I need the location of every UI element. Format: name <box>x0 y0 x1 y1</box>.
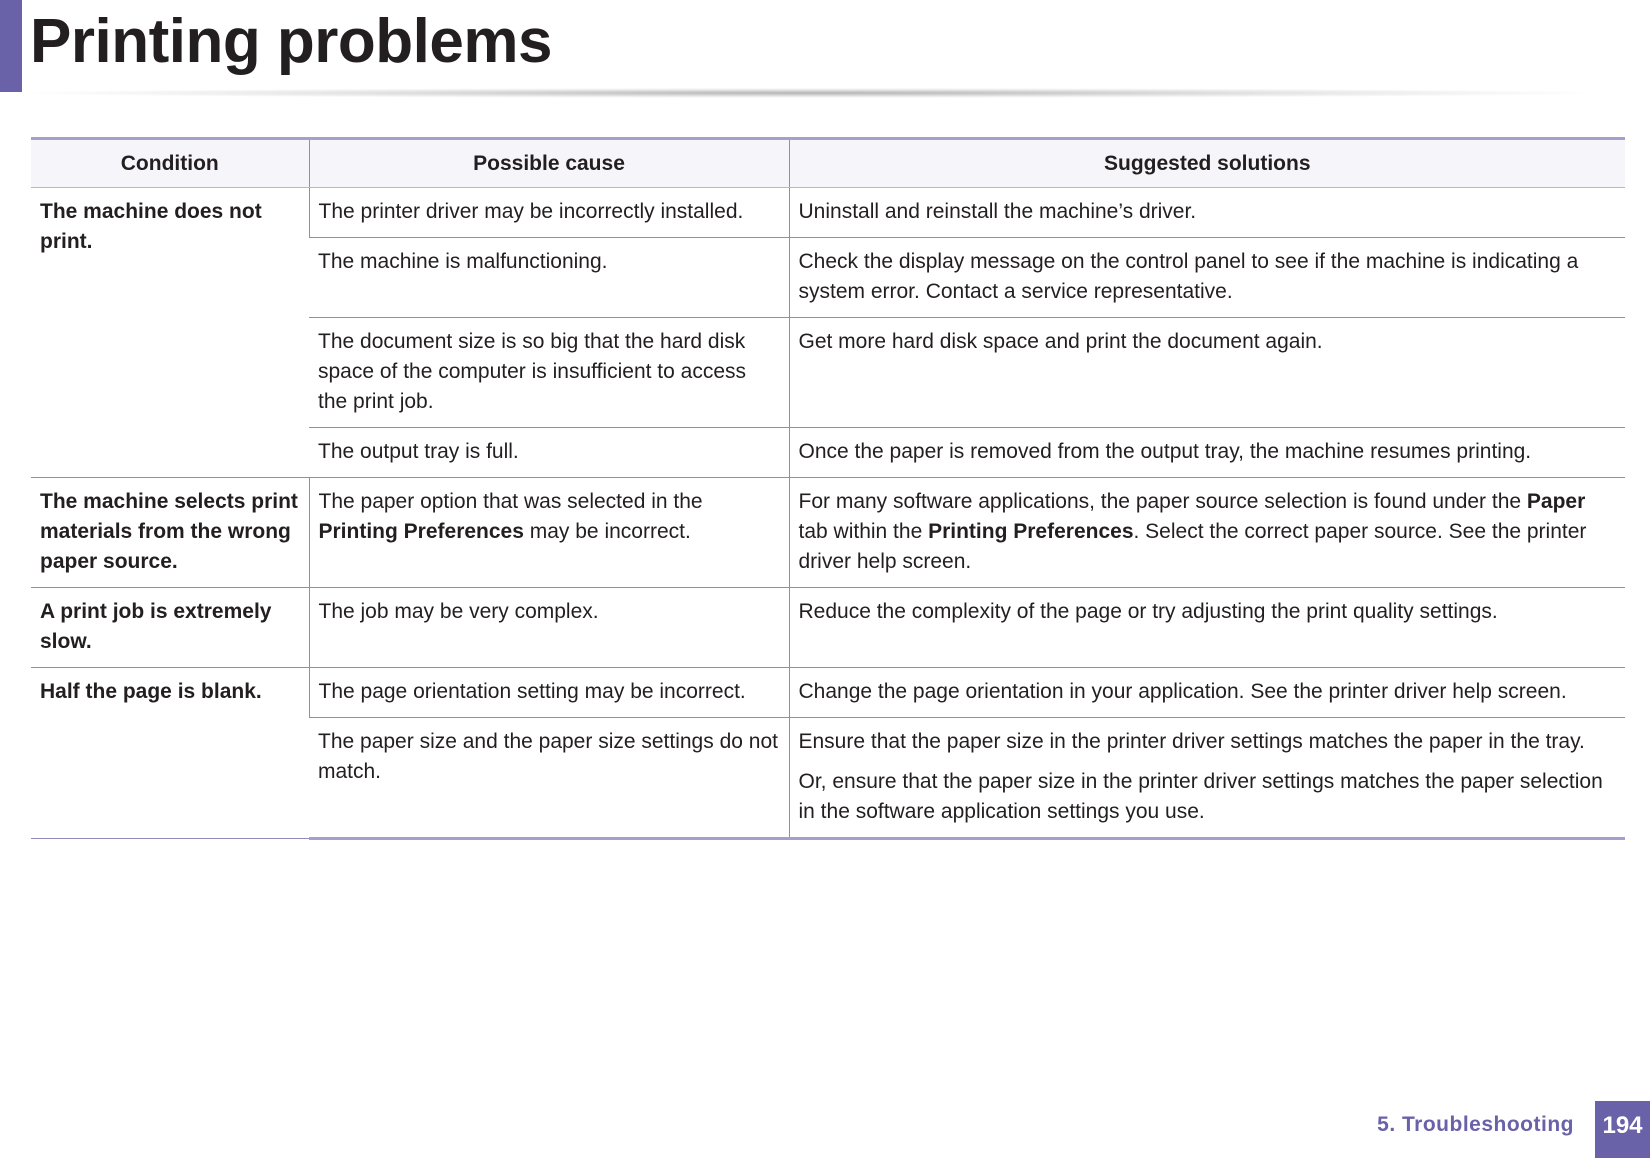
chapter-label: 5. Troubleshooting <box>1377 1113 1574 1136</box>
cause-cell: The job may be very complex. <box>309 588 789 668</box>
solution-paragraph: Ensure that the paper size in the printer driver settings matches the paper in the tray. <box>798 730 1585 753</box>
title-accent-bar <box>0 0 22 92</box>
solution-paragraph: Or, ensure that the paper size in the printer driver settings matches the paper selection in the software application settings you use. <box>798 770 1603 823</box>
cause-cell: The document size is so big that the hard disk space of the computer is insufficient to access the print job. <box>309 318 789 428</box>
cause-cell: The paper size and the paper size settings do not match. <box>309 718 789 839</box>
solution-cell: Check the display message on the control panel to see if the machine is indicating a system error. Contact a service representative. <box>789 238 1625 318</box>
page-number: 194 <box>1595 1101 1650 1158</box>
header-suggested-solutions: Suggested solutions <box>789 139 1625 188</box>
solution-cell: Once the paper is removed from the output tray, the machine resumes printing. <box>789 428 1625 478</box>
condition-cell: A print job is extremely slow. <box>31 588 309 668</box>
cause-text: may be incorrect. <box>523 520 691 543</box>
condition-cell: The machine does not print. <box>31 188 309 478</box>
solution-text: . Select the correct paper source. See the printer driver help screen. <box>798 520 1587 573</box>
cause-cell: The page orientation setting may be incorrect. <box>309 668 789 718</box>
table-row <box>31 668 1625 718</box>
condition-cell: Half the page is blank. <box>31 668 309 839</box>
printing-preferences-label: Printing Preferences <box>318 520 524 543</box>
cause-cell <box>309 478 789 588</box>
header-condition: Condition <box>31 139 309 188</box>
solution-cell <box>789 478 1625 588</box>
header-possible-cause: Possible cause <box>309 139 789 188</box>
paper-tab-label: Paper <box>1526 490 1586 513</box>
printing-preferences-label: Printing Preferences <box>928 520 1134 543</box>
solution-text: For many software applications, the paper source selection is found under the <box>798 490 1527 513</box>
table-row <box>31 188 1625 238</box>
solution-text: tab within the <box>798 520 929 543</box>
table-row <box>31 478 1625 588</box>
condition-cell: The machine selects print materials from the wrong paper source. <box>31 478 309 588</box>
title-underline <box>30 88 1590 98</box>
table-header-row <box>31 139 1625 188</box>
solution-cell: Uninstall and reinstall the machine’s driver. <box>789 188 1625 238</box>
cause-cell: The machine is malfunctioning. <box>309 238 789 318</box>
cause-text: The paper option that was selected in the <box>318 490 703 513</box>
cause-cell: The printer driver may be incorrectly installed. <box>309 188 789 238</box>
solution-cell: Change the page orientation in your application. See the printer driver help screen. <box>789 668 1625 718</box>
table-row <box>31 588 1625 668</box>
solution-cell: Get more hard disk space and print the document again. <box>789 318 1625 428</box>
solution-cell: Reduce the complexity of the page or try adjusting the print quality settings. <box>789 588 1625 668</box>
cause-cell: The output tray is full. <box>309 428 789 478</box>
page-title: Printing problems <box>30 7 552 76</box>
solution-cell <box>789 718 1625 839</box>
troubleshooting-table <box>31 137 1625 840</box>
